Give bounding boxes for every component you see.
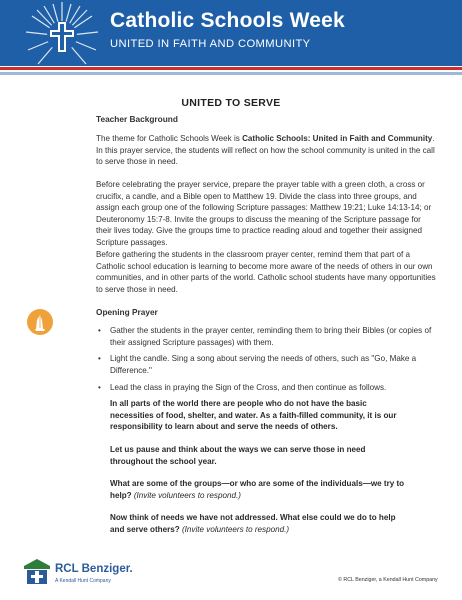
- teacher-background-paragraph-2: Before celebrating the prayer service, prepare the prayer table with a green cloth, a cross or crucifix, a candle, and a Bible open to Matthew 19. Divide the class into three groups, and assign each group one of the following Scripture passages: Matthew 19:21; Luke 14:13-14; or Deuteronomy 15:7-8. Invite the groups to discuss the meaning of the Scripture passage for their lives today. Give the groups time to practice reading aloud and together their assigned Scripture passages.: [96, 180, 432, 247]
- bullet-icon: •: [98, 383, 101, 392]
- prayer-4-instruction: (Invite volunteers to respond.): [181, 524, 290, 534]
- banner-title: Catholic Schools Week: [110, 9, 345, 32]
- copyright-notice: © RCL Benziger, a Kendall Hunt Company: [338, 577, 438, 583]
- bullet-icon: •: [98, 326, 101, 335]
- list-item: [98, 353, 440, 376]
- prayer-4-text: Now think of needs we have not addressed. What else could we do to help and serve others?: [110, 513, 396, 534]
- teacher-background-paragraph-1: [96, 133, 438, 168]
- header-banner: [0, 0, 462, 66]
- theme-name: Catholic Schools: United in Faith and Community: [242, 134, 433, 143]
- prayer-3-instruction: (Invite volunteers to respond.): [133, 490, 241, 500]
- bullet-icon: •: [98, 354, 101, 363]
- sunburst-cross-icon: [0, 0, 110, 66]
- bullet-text: Gather the students in the prayer center, reminding them to bring their Bibles (or copies of their assigned Scripture passages) with them.: [110, 326, 432, 347]
- banner-subtitle: UNITED IN FAITH AND COMMUNITY: [110, 38, 311, 50]
- teacher-background-heading: Teacher Background: [96, 114, 178, 124]
- prayer-passage-1: In all parts of the world there are people who do not have the basic necessities of food, shelter, and water. As a faith-filled community, it is our responsibility to learn about and serve the needs of others.: [110, 399, 397, 431]
- section-title: UNITED TO SERVE: [181, 97, 281, 109]
- bullet-text: Light the candle. Sing a song about serving the needs of others, such as "Go, Make a Difference.": [110, 354, 417, 375]
- banner-stripes: [0, 66, 462, 76]
- p1-text-start: The theme for Catholic Schools Week is: [96, 134, 243, 143]
- opening-prayer-heading: Opening Prayer: [96, 307, 158, 317]
- logo-subtext: A Kendall Hunt Company: [55, 578, 111, 584]
- rcl-benziger-logo-icon: [22, 556, 52, 586]
- bullet-text: Lead the class in praying the Sign of the Cross, and then continue as follows.: [110, 383, 387, 392]
- prayer-passage-2: Let us pause and think about the ways we can serve those in need throughout the school year.: [110, 445, 366, 466]
- blue-stripe: [0, 72, 462, 75]
- list-item: [98, 382, 440, 394]
- prayer-3-text: What are some of the groups—or who are some of the individuals—we try to help?: [110, 479, 405, 500]
- p1-text-end: . In this prayer service, the students will reflect on how the school community is united in the call to serve those in need.: [96, 134, 435, 166]
- list-item: [98, 325, 440, 348]
- praying-hands-icon: [27, 309, 53, 335]
- red-stripe: [0, 67, 462, 70]
- logo-text: RCL Benziger.: [55, 563, 133, 575]
- teacher-background-paragraph-3: Before gathering the students in the classroom prayer center, remind them that part of a Catholic school education is learning to become more aware of the needs of others in our own communities, and in other parts of the world. Catholic school students have many opportunities to serve those in need.: [96, 250, 436, 294]
- prayer-passage-3: [110, 478, 410, 501]
- prayer-passage-4: [110, 512, 410, 535]
